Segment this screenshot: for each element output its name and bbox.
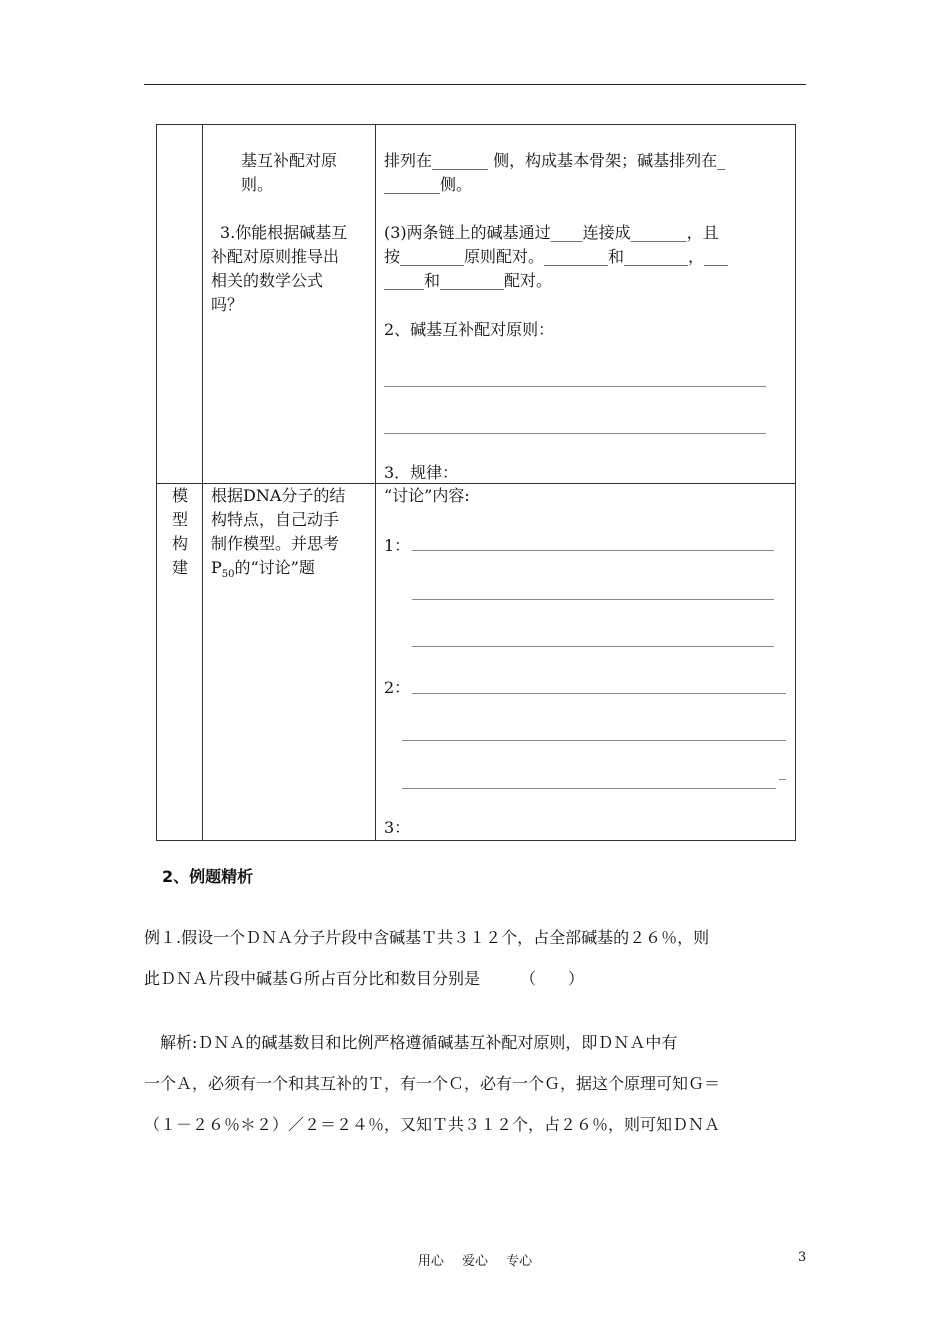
guide-cell [203,125,376,484]
answer-line [412,550,774,551]
stage-cell-model-building [157,484,203,841]
model-building-guide: 根据DNA分子的结 构特点，自己动手 制作模型。并思考 $P_{50}$的“讨论”题 [211,486,346,581]
pairing-rule-heading: 2、碱基互补配对原则： [384,320,555,339]
answer-line-tail [779,779,786,780]
discussion-item-3: 3： [384,818,411,837]
answer-line [412,599,774,600]
base-pairing-item-3: (3)两条链上的碱基通过____连接成_______，且 按________原则配对。________和________，___ _____和________配对。 [384,223,729,290]
analysis-line: 解析:ＤＮＡ的碱基数目和比例严格遵循碱基互补配对原则，即ＤＮＡ中有 [144,1033,678,1052]
answer-line [384,433,766,434]
guide-question-3: 3.你能根据碱基互 补配对原则推导出 相关的数学公式 吗？ [211,223,348,314]
guide-cell-model-building [203,484,376,841]
content-cell [376,125,796,484]
stage-label: 模 型 构 建 [171,486,188,577]
section-title: 2、例题精析 [162,867,254,886]
table-row-model-building [157,484,796,841]
discussion-heading: “讨论”内容: [384,486,470,505]
stage-cell [157,125,203,484]
example-line: 此ＤＮＡ片段中碱基Ｇ所占百分比和数目分别是 （ ） [144,969,585,988]
analysis-line: （１－２６％＊２）／２＝２４％，又知Ｔ共３１２个，占２６％，则可知ＤＮＡ [144,1115,721,1134]
discussion-cell [376,484,796,841]
discussion-item-1: 1： [384,536,411,555]
guide-question-2-end: 基互补配对原 则。 [241,151,338,194]
analysis-line: 一个Ａ，必须有一个和其互补的Ｔ，有一个Ｃ，必有一个Ｇ，据这个原理可知Ｇ＝ [144,1074,721,1093]
answer-line [384,386,766,387]
footer-motto: 用心 爱心 专心 [417,1254,533,1269]
answer-line [412,646,774,647]
table-row-structure [157,125,796,484]
page-number: 3 [798,1250,807,1265]
backbone-text: 排列在_______ 侧，构成基本骨架；碱基排列在_ _______侧。 [384,151,726,194]
answer-line [402,788,776,789]
discussion-item-2: 2： [384,678,411,697]
worksheet-table [156,124,796,841]
answer-line [402,740,786,741]
pattern-heading: 3．规律： [384,463,459,482]
header-rule [144,84,806,85]
example-line: 例１.假设一个ＤＮＡ分子片段中含碱基Ｔ共３１２个，占全部碱基的２６％，则 [144,928,710,947]
answer-line [412,693,786,694]
